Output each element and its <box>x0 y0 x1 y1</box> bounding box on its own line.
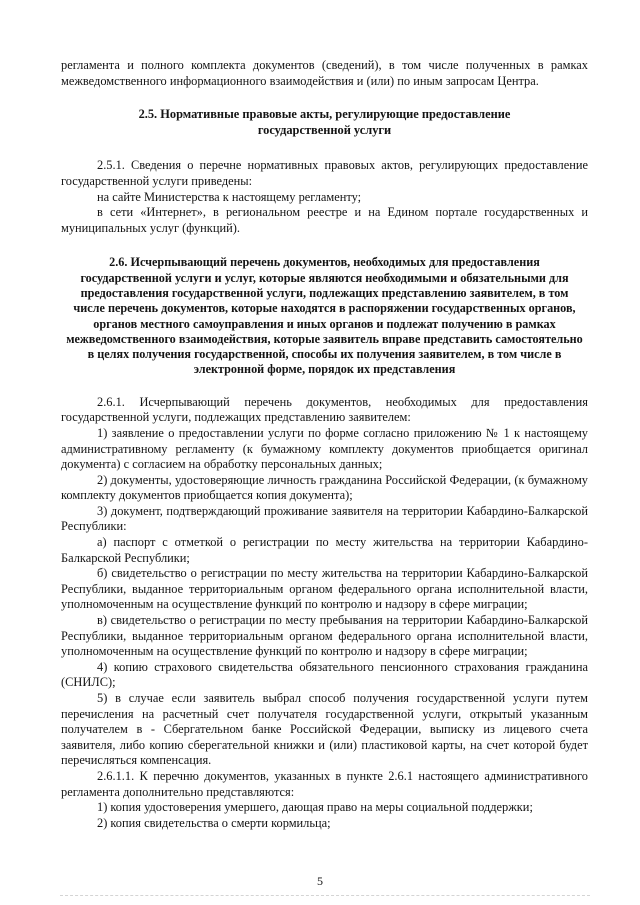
list-item-1: 1) заявление о предоставлении услуги по форме согласно приложению № 1 к настоящему административному регламенту (к бумажному комплекту документов приобщается оригинал документа) с согласием на обработку персональных данных; <box>61 425 588 472</box>
intro-paragraph: регламента и полного комплекта документов (сведений), в том числе полученных в рамках межведомственного информационного взаимодействия и (или) по иным запросам Центра. <box>61 58 588 88</box>
sub-item-2: 2) копия свидетельства о смерти кормильца; <box>97 815 331 830</box>
list-item-3a: а) паспорт с отметкой о регистрации по месту жительства на территории Кабардино-Балкарской Республики; <box>61 535 588 565</box>
list-item-3b: б) свидетельство о регистрации по месту жительства на территории Кабардино-Балкарской Республики, выданное территориальным органом федерального органа исполнительной власти, уполномоченным на осуществление функций по контролю и надзору в сфере миграции; <box>61 566 588 612</box>
section-2-6-heading: 2.6. Исчерпывающий перечень документов, необходимых для предоставления государственной услуги и услуг, которые являются необходимыми и обязательными для предоставления государственной услуги, подлежащих представлению заявителем, в том числе перечень документов, которые находятся в распоряжении государственных органов, органов местного самоуправления и иных органов и подлежат получению в рамках межведомственного взаимодействия, которые заявитель вправе представить самостоятельно в целях получения государственной, способы их получения заявителем, в том числе в электронной форме, порядок их представления <box>66 255 583 377</box>
paragraph-2-6-1-1: 2.6.1.1. К перечню документов, указанных в пункте 2.6.1 настоящего административного регламента дополнительно представляются: <box>61 768 588 799</box>
list-item-5: 5) в случае если заявитель выбрал способ получения государственной услуги путем перечисления на расчетный счет получателя государственной услуги, открытый указанным получателем в - Сбергательном банке Российской Федерации, выписку из лицевого счета заявителя, либо копию сберегательной книжки и (или) пластиковой карты, на счет которой будет перечисляться компенсация. <box>61 691 588 768</box>
sub-item-1: 1) копия удостоверения умершего, дающая право на меры социальной поддержки; <box>97 800 533 815</box>
list-item-3v: в) свидетельство о регистрации по месту пребывания на территории Кабардино-Балкарской Республики, выданное территориальным органом федерального органа исполнительной власти, уполномоченным на осуществление функций по контролю и надзору в сфере миграции; <box>61 613 588 659</box>
scan-artifact-line <box>60 893 590 896</box>
section-2-5-heading: 2.5. Нормативные правовые акты, регулирующие предоставление государственной услуги <box>138 107 511 137</box>
list-item-4: 4) копию страхового свидетельства обязательного пенсионного страхования гражданина (СНИЛС); <box>61 659 588 690</box>
list-item-2: 2) документы, удостоверяющие личность гражданина Российской Федерации, (к бумажному комплекту документов приобщается копия документа); <box>61 472 588 503</box>
paragraph-internet: в сети «Интернет», в региональном реестре и на Едином портале государственных и муниципальных услуг (функций). <box>61 205 588 235</box>
paragraph-ministry-site: на сайте Министерства к настоящему регламенту; <box>97 189 362 204</box>
page-content <box>61 58 588 831</box>
paragraph-2-6-1: 2.6.1. Исчерпывающий перечень документов, необходимых для предоставления государственной услуги, подлежащих представлению заявителем: <box>61 394 588 425</box>
page-number: 5 <box>317 874 323 888</box>
list-item-3: 3) документ, подтверждающий проживание заявителя на территории Кабардино-Балкарской Республики: <box>61 503 588 534</box>
paragraph-2-5-1: 2.5.1. Сведения о перечне нормативных правовых актов, регулирующих предоставление государственной услуги приведены: <box>61 158 588 188</box>
